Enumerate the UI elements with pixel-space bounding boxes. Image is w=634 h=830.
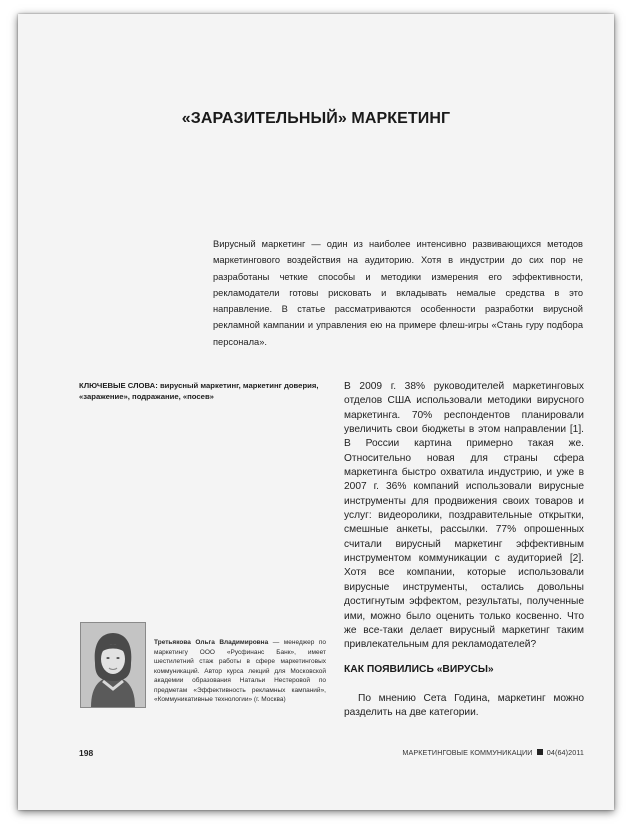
keywords-label: КЛЮЧЕВЫЕ СЛОВА: [79, 381, 158, 390]
issue-number: 04(64)2011 [546, 748, 584, 757]
author-photo [80, 622, 146, 708]
article-abstract: Вирусный маркетинг — один из наиболее интенсивно развивающихся методов маркетингового воздействия на аудиторию. Хотя в индустрии до сих пор не разработаны четкие способы и методики измерения его эффективности, рекламодатели готовы рисковать и вкладывать немалые средства в это направление. В статье рассматриваются особенности разработки вирусной рекламной кампании и управления ею на примере флеш-игры «Стань гуру подбора персонала». [213, 239, 583, 347]
author-name: Третьякова Ольга Владимировна [154, 639, 269, 646]
keywords-list: вирусный маркетинг, маркетинг доверия, «заражение», подражание, «посев» [79, 381, 319, 401]
section-heading: КАК ПОЯВИЛИСЬ «ВИРУСЫ» [344, 664, 494, 675]
page-number: 198 [79, 748, 94, 758]
keywords-block [79, 380, 329, 402]
running-footer [402, 748, 584, 757]
journal-name: МАРКЕТИНГОВЫЕ КОММУНИКАЦИИ [402, 748, 533, 757]
journal-page [18, 14, 614, 810]
body-paragraph: В 2009 г. 38% руководителей маркетинговых отделов США использовали методики вирусного маркетинга. 70% респондентов планировали увеличить свои бюджеты в этом направлении [1]. В России картина примерно такая же. Относительно новая для страны сфера маркетинга быстро охватила индустрию, и уже в 2007 г. 36% компаний использовали вирусные инструменты для продвижения своих товаров и услуг: видеоролики, поздравительные открытки, смешные анкеты, рассылки. 77% опрошенных считали вирусный маркетинг эффективным инструментом коммуникации с аудиторией [2]. Хотя все компании, которые использовали вирусные инструменты, остались довольны достигнутым эффектом, результаты, полученные ими, можно было оценить только косвенно. Что же все-таки делает вирусный маркетинг таким привлекательным для рекламодателей? [344, 381, 584, 651]
article-title: «ЗАРАЗИТЕЛЬНЫЙ» МАРКЕТИНГ [181, 110, 451, 127]
footer-square-icon [537, 749, 543, 755]
author-bio [154, 638, 326, 705]
section-paragraph: По мнению Сета Година, маркетинг можно разделить на две категории. [344, 693, 584, 719]
author-description: — менеджер по маркетингу ООО «Русфинанс Банк», имеет шестилетний стаж работы в сфере маркетинговых коммуникаций. Автор курса лекций для Московской академии образования Натальи Нестеровой по предметам «Эффективность рекламных кампаний», «Коммуникативные технологии» (г. Москва) [154, 639, 327, 703]
body-column [344, 380, 584, 653]
